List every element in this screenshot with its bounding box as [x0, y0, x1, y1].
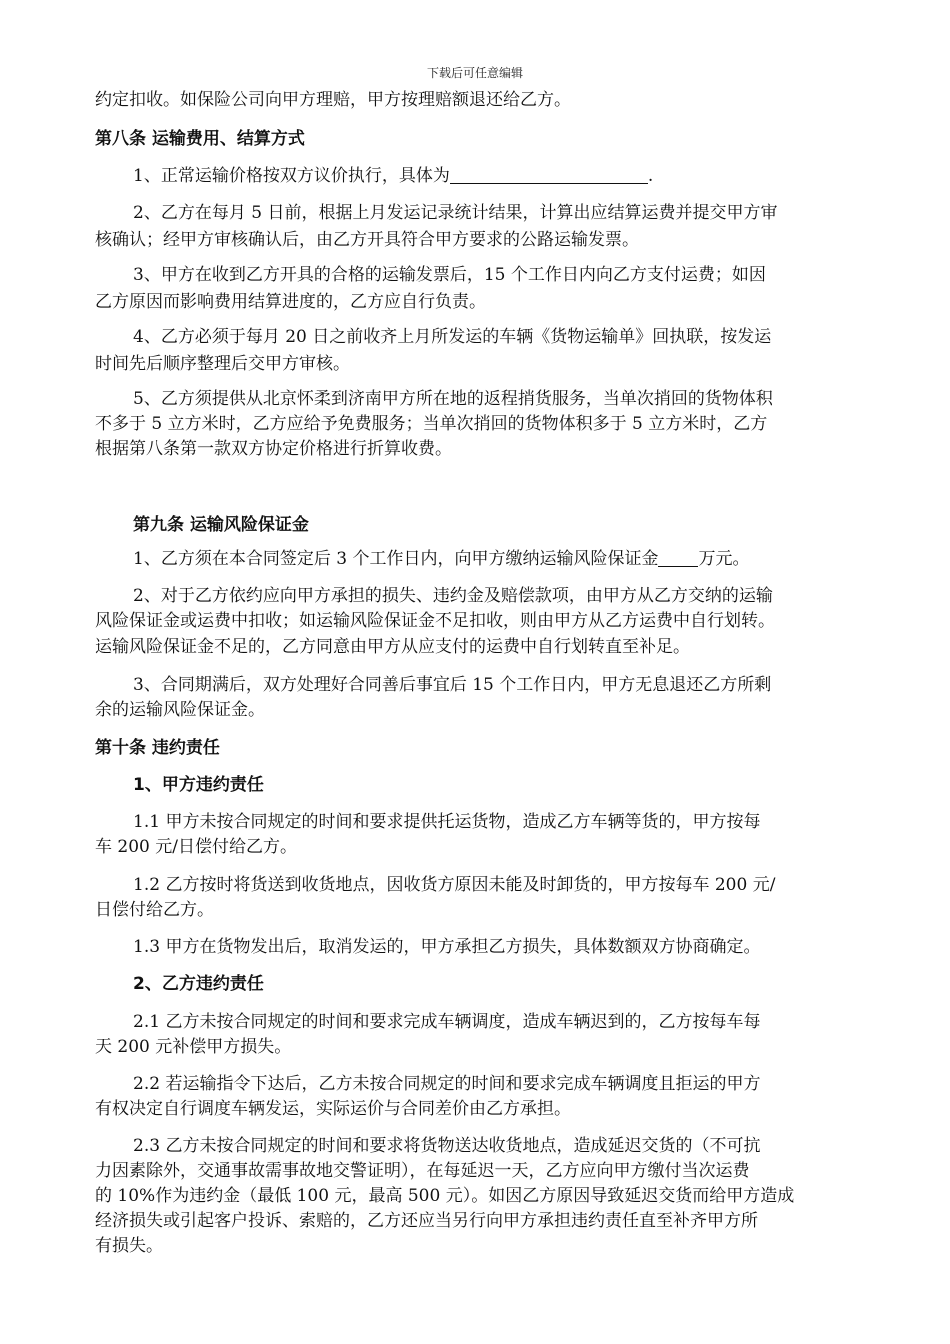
text-line: 2.3 乙方未按合同规定的时间和要求将货物送达收货地点，造成延迟交货的（不可抗	[133, 1136, 761, 1156]
article-9-title: 第九条 运输风险保证金	[133, 515, 309, 535]
text-line: 1.1 甲方未按合同规定的时间和要求提供托运货物，造成乙方车辆等货的，甲方按每	[133, 812, 761, 832]
text-line: 天 200 元补偿甲方损失。	[95, 1037, 292, 1057]
text-line: 1.2 乙方按时将货送到收货地点，因收货方原因未能及时卸货的，甲方按每车 200 元/	[133, 875, 776, 895]
text-span: 1、乙方须在本合同签定后 3 个工作日内，向甲方缴纳运输风险保证金	[133, 549, 659, 569]
text-line: 根据第八条第一款双方协定价格进行折算收费。	[95, 439, 452, 459]
article-9-item-1	[133, 546, 903, 572]
fill-in-blank	[450, 165, 648, 184]
article-8-title: 第八条 运输费用、结算方式	[95, 129, 305, 149]
page-header: 下载后可任意编辑	[426, 66, 523, 80]
article-10-title: 第十条 违约责任	[95, 738, 220, 758]
text-line: 2.1 乙方未按合同规定的时间和要求完成车辆调度，造成车辆迟到的，乙方按每车每	[133, 1012, 761, 1032]
text-line: 日偿付给乙方。	[95, 900, 214, 920]
article-8-item-1	[133, 163, 903, 189]
text-line: 车 200 元/日偿付给乙方。	[95, 837, 297, 857]
text-line: 2、乙方在每月 5 日前，根据上月发运记录统计结果，计算出应结算运费并提交甲方审	[133, 203, 778, 223]
text-line: 时间先后顺序整理后交甲方审核。	[95, 354, 350, 374]
section-heading: 1、甲方违约责任	[133, 775, 264, 795]
text-line: 3、甲方在收到乙方开具的合格的运输发票后，15 个工作日内向乙方支付运费；如因	[133, 265, 766, 285]
text-span: 万元。	[698, 549, 750, 569]
text-line: 风险保证金或运费中扣收；如运输风险保证金不足扣收，则由甲方从乙方运费中自行划转。	[95, 611, 775, 631]
text-line: 乙方原因而影响费用结算进度的，乙方应自行负责。	[95, 292, 486, 312]
fill-in-blank	[658, 548, 698, 567]
text-line: 有损失。	[95, 1236, 163, 1256]
text-line: 2.2 若运输指令下达后，乙方未按合同规定的时间和要求完成车辆调度且拒运的甲方	[133, 1074, 761, 1094]
text-span: .	[647, 166, 654, 186]
text-line: 有权决定自行调度车辆发运，实际运价与合同差价由乙方承担。	[95, 1099, 571, 1119]
section-heading: 2、乙方违约责任	[133, 974, 264, 994]
text-line: 核确认；经甲方审核确认后，由乙方开具符合甲方要求的公路运输发票。	[95, 230, 639, 250]
text-line: 4、乙方必须于每月 20 日之前收齐上月所发运的车辆《货物运输单》回执联，按发运	[133, 327, 772, 347]
text-line: 运输风险保证金不足的，乙方同意由甲方从应支付的运费中自行划转直至补足。	[95, 637, 690, 657]
text-line: 5、乙方须提供从北京怀柔到济南甲方所在地的返程捎货服务，当单次捎回的货物体积	[133, 389, 773, 409]
text-line: 力因素除外，交通事故需事故地交警证明），在每延迟一天，乙方应向甲方缴付当次运费	[95, 1161, 750, 1181]
text-line: 2、对于乙方依约应向甲方承担的损失、违约金及赔偿款项，由甲方从乙方交纳的运输	[133, 586, 773, 606]
text-line: 1.3 甲方在货物发出后，取消发运的，甲方承担乙方损失，具体数额双方协商确定。	[133, 937, 761, 957]
text-line: 3、合同期满后，双方处理好合同善后事宜后 15 个工作日内，甲方无息退还乙方所剩	[133, 675, 772, 695]
text-line: 余的运输风险保证金。	[95, 700, 265, 720]
text-line: 不多于 5 立方米时，乙方应给予免费服务；当单次捎回的货物体积多于 5 立方米时，乙方	[95, 414, 768, 434]
text-line: 经济损失或引起客户投诉、索赔的，乙方还应当另行向甲方承担违约责任直至补齐甲方所	[95, 1211, 758, 1231]
text-line: 约定扣收。如保险公司向甲方理赔，甲方按理赔额退还给乙方。	[95, 90, 571, 110]
text-line: 的 10%作为违约金（最低 100 元，最高 500 元）。如因乙方原因导致延迟交货而给甲方造成	[95, 1186, 795, 1206]
text-span: 1、正常运输价格按双方议价执行，具体为	[133, 166, 450, 186]
